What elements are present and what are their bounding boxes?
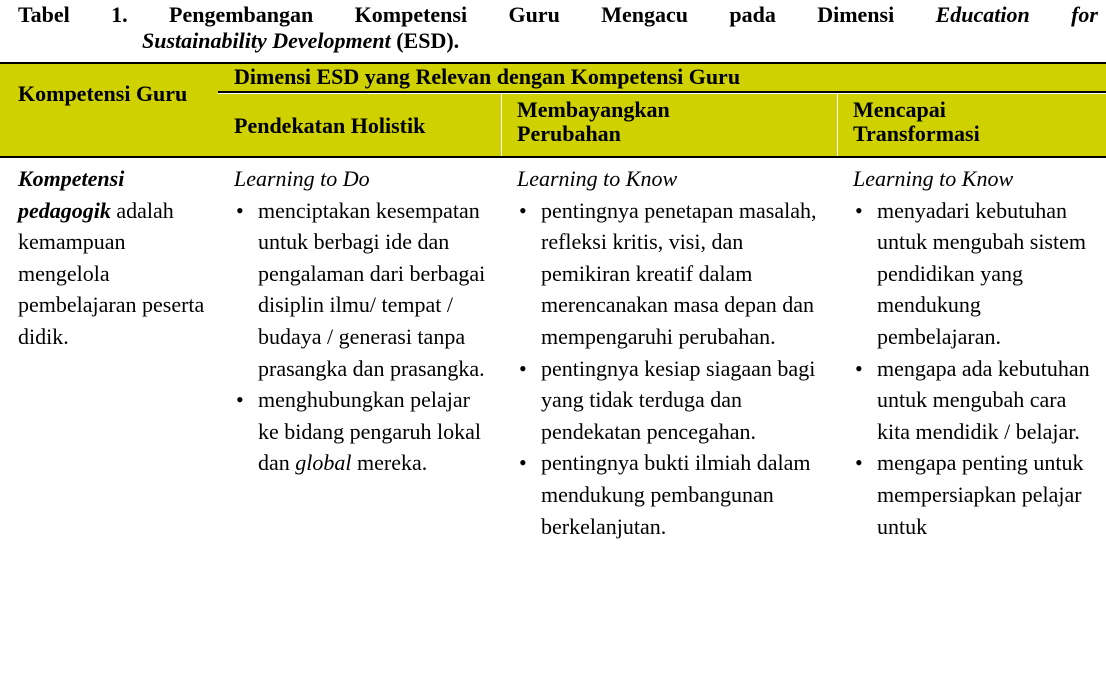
header-sub3-label: Mencapai Transformasi (853, 97, 980, 146)
caption-word: Tabel (18, 2, 70, 27)
list-item-text: menghubungkan pelajar ke bidang pengaruh lokal dan (258, 387, 481, 476)
list-item: • mengapa penting untuk mempersiapkan pelajar untuk (853, 447, 1103, 542)
bullet-list (853, 195, 1103, 543)
list-item: • pentingnya penetapan masalah, refleksi kritis, visi, dan pemikiran kreatif dalam merencanakan masa depan dan mempengaruhi perubahan. (517, 195, 832, 353)
learning-label: Learning to Know (517, 166, 678, 191)
cell-transform (853, 163, 1103, 542)
list-item-text: menciptakan kesempatan untuk berbagi ide dan pengalaman dari berbagai disiplin ilmu/ tempat / budaya / generasi tanpa prasangka dan prasangka. (258, 197, 486, 381)
competency-description: adalah kemampuan mengelola pembelajaran peserta didik. (18, 197, 205, 349)
table-header-bottom-rule (0, 156, 1106, 158)
caption-word: Guru (508, 2, 560, 27)
caption-line-1 (18, 2, 1098, 28)
learning-label: Learning to Know (853, 166, 1014, 191)
caption-word: Mengacu (601, 2, 688, 27)
list-item: • menyadari kebutuhan untuk mengubah sistem pendidikan yang mendukung pembelajaran. (853, 195, 1103, 353)
caption-word: Dimensi (817, 2, 895, 27)
bullet-list (517, 195, 832, 543)
competency-title: Kompetensi pedagogik (18, 166, 125, 223)
list-item-italic: global (295, 450, 352, 476)
cell-envision (517, 163, 832, 542)
caption-word-italic: Education (935, 2, 1030, 27)
header-cell-competency (0, 62, 218, 156)
caption-word: Kompetensi (354, 2, 468, 27)
list-item-text: mereka. (351, 450, 428, 476)
list-item (234, 384, 496, 479)
caption-tail: (ESD). (390, 28, 460, 53)
header-left-label: Kompetensi Guru (18, 81, 188, 106)
header-sub2-label: Membayangkan Perubahan (517, 97, 670, 146)
table-caption (18, 2, 1098, 54)
learning-label: Learning to Do (234, 166, 370, 191)
header-top-label: Dimensi ESD yang Relevan dengan Kompetensi Guru (234, 64, 741, 89)
table-mid-rule (218, 91, 1106, 93)
caption-word: Pengembangan (169, 2, 314, 27)
list-item (234, 195, 496, 385)
caption-line-2 (18, 28, 1098, 54)
caption-word: pada (729, 2, 776, 27)
bullet-list (234, 195, 496, 479)
header-sub1-label: Pendekatan Holistik (234, 113, 426, 138)
cell-holistic (234, 163, 496, 479)
caption-word: 1. (111, 2, 128, 27)
list-item: • pentingnya kesiap siagaan bagi yang tidak terduga dan pendekatan pencegahan. (517, 353, 832, 448)
competency-table (0, 62, 1106, 676)
caption-word-italic: for (1071, 2, 1098, 27)
cell-competency (18, 163, 213, 353)
list-item: • pentingnya bukti ilmiah dalam mendukung pembangunan berkelanjutan. (517, 447, 832, 542)
caption-italic-title: Sustainability Development (142, 28, 391, 53)
list-item: • mengapa ada kebutuhan untuk mengubah cara kita mendidik / belajar. (853, 353, 1103, 448)
